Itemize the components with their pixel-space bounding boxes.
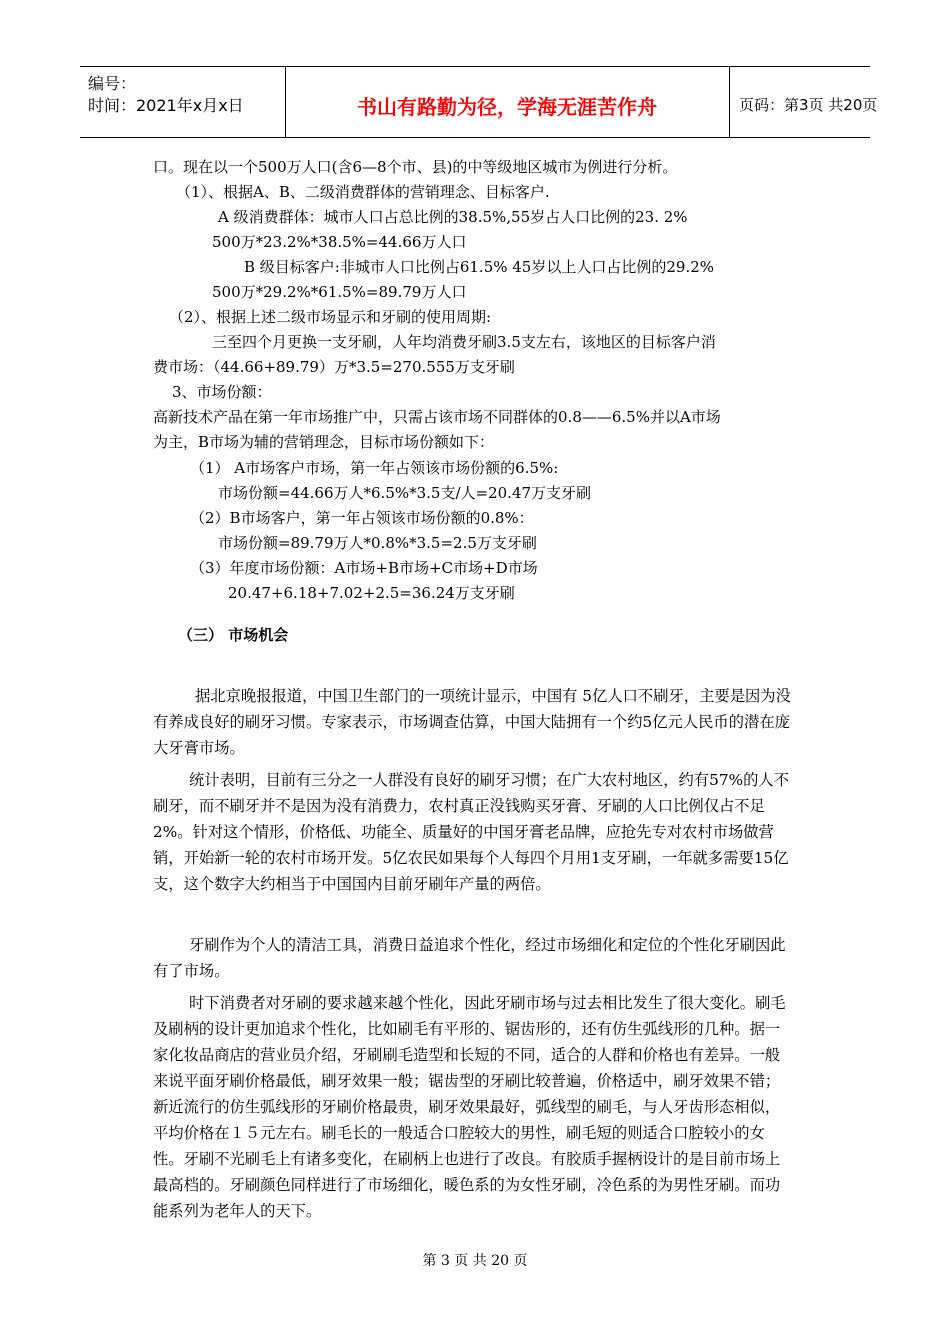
- paragraph: 统计表明，目前有三分之一人群没有良好的刷牙习惯；在广大农村地区，约有57%的人不刷牙，而不刷牙并不是因为没有消费力，农村真正没钱购买牙膏、牙刷的人口比例仅占不足 2%。针对这个情形，价格低、功能全、质量好的中国牙膏老品牌，应抢先专对农村市场做营销，开始新一轮的农村市场开发。5亿农民如果每个人每四个月用1支牙刷，一年就多需要15亿支，这个数字大约相当于中国国内目前牙刷年产量的两倍。: [153, 771, 789, 893]
- body-line: （1） A市场客户市场，第一年占领该市场份额的6.5%:: [190, 459, 559, 477]
- header-motto: 书山有路勤为径，学海无涯苦作舟: [357, 95, 657, 119]
- document-number-label: 编号：: [88, 74, 137, 93]
- body-line: 高新技术产品在第一年市场推广中，只需占该市场不同群体的0.8——6.5%并以A市场: [153, 408, 721, 426]
- paragraph: 牙刷作为个人的清洁工具，消费日益追求个性化，经过市场细化和定位的个性化牙刷因此有了市场。: [153, 936, 786, 980]
- header-page-info: 页码：第3页 共20页: [739, 96, 878, 114]
- header-left-cell: [80, 67, 286, 137]
- header-page-cell: [729, 67, 878, 137]
- body-line: B 级目标客户:非城市人口比例占61.5% 45岁以上人口占比例的29.2%: [244, 258, 715, 276]
- body-line: （1）、根据A、B、二级消费群体的营销理念、目标客户.: [176, 183, 550, 201]
- body-line: 为主，B市场为辅的营销理念，目标市场份额如下：: [153, 433, 495, 451]
- body-line: （2）、根据上述二级市场显示和牙刷的使用周期:: [169, 308, 492, 326]
- body-line: （2）B市场客户，第一年占领该市场份额的0.8%：: [190, 509, 534, 527]
- document-date-label: 时间：2021年x月x日: [88, 96, 244, 115]
- body-line: 三至四个月更换一支牙刷，人年均消费牙刷3.5支左右，该地区的目标客户消: [212, 333, 716, 351]
- body-line: 市场份额=89.79万人*0.8%*3.5=2.5万支牙刷: [218, 534, 537, 552]
- paragraph: 据北京晚报报道，中国卫生部门的一项统计显示，中国有 5亿人口不刷牙，主要是因为没有养成良好的刷牙习惯。专家表示，市场调查估算，中国大陆拥有一个约5亿元人民币的潜在庞大牙膏市场。: [153, 687, 791, 757]
- body-line: 500万*23.2%*38.5%=44.66万人口: [212, 233, 467, 251]
- body-line: （3）年度市场份额：A市场+B市场+C市场+D市场: [190, 559, 538, 577]
- page-footer: 第 3 页 共 20 页: [422, 1253, 528, 1269]
- body-line: 3、市场份额：: [172, 383, 272, 401]
- body-line: 20.47+6.18+7.02+2.5=36.24万支牙刷: [228, 584, 515, 602]
- header-motto-cell: [285, 67, 730, 137]
- page-header: [80, 66, 878, 138]
- body-line: 市场份额=44.66万人*6.5%*3.5支/人=20.47万支牙刷: [218, 484, 592, 502]
- section-heading: （三） 市场机会: [178, 626, 289, 644]
- body-line: 口。现在以一个500万人口(含6—8个市、县)的中等级地区城市为例进行分析。: [153, 158, 678, 176]
- body-line: 500万*29.2%*61.5%=89.79万人口: [212, 283, 467, 301]
- body-line: A 级消费群体：城市人口占总比例的38.5%,55岁占人口比例的23. 2%: [218, 208, 688, 226]
- paragraph: 时下消费者对牙刷的要求越来越个性化，因此牙刷市场与过去相比发生了很大变化。刷毛及刷柄的设计更加追求个性化，比如刷毛有平形的、锯齿形的，还有仿生弧线形的几种。据一家化妆品商店的营业员介绍，牙刷刷毛造型和长短的不同，适合的人群和价格也有差异。一般来说平面牙刷价格最低，刷牙效果一般；锯齿型的牙刷比较普遍，价格适中，刷牙效果不错；新近流行的仿生弧线形的牙刷价格最贵，刷牙效果最好，弧线型的刷毛，与人牙齿形态相似，平均价格在１５元左右。刷毛长的一般适合口腔较大的男性，刷毛短的则适合口腔较小的女性。牙刷不光刷毛上有诸多变化，在刷柄上也进行了改良。有胶质手握柄设计的是目前市场上最高档的。牙刷颜色同样进行了市场细化，暖色系的为女性牙刷，冷色系的为男性牙刷。而功能系列为老年人的天下。: [153, 994, 786, 1220]
- body-line: 费市场：（44.66+89.79）万*3.5=270.555万支牙刷: [153, 358, 515, 376]
